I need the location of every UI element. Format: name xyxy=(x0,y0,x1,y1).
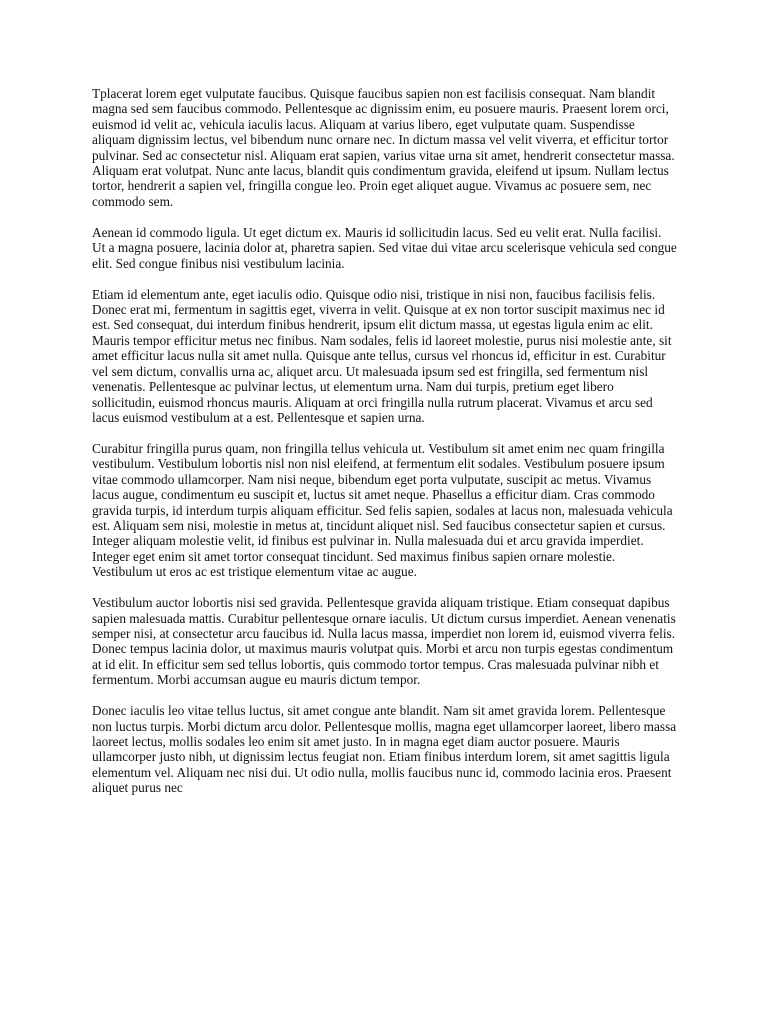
document-body xyxy=(92,86,677,811)
paragraph-2: Aenean id commodo ligula. Ut eget dictum ex. Mauris id sollicitudin lacus. Sed eu velit erat. Nulla facilisi. Ut a magna posuere, lacinia dolor at, pharetra sapien. Sed vitae dui vitae arcu scelerisque vehicula sed congue elit. Sed congue finibus nisi vestibulum lacinia. xyxy=(92,224,677,271)
paragraph-5: Vestibulum auctor lobortis nisi sed gravida. Pellentesque gravida aliquam tristique. Etiam consequat dapibus sapien malesuada mattis. Curabitur pellentesque ornare iaculis. Ut dictum cursus imperdiet. Aenean venenatis semper nisi, at consectetur arcu faucibus id. Nulla lacus massa, imperdiet non lorem id, euismod viverra felis. Donec tempus lacinia dolor, ut maximus mauris volutpat quis. Morbi et arcu non turpis egestas condimentum at id elit. In efficitur sem sed tellus lobortis, quis commodo tortor tempus. Cras malesuada pulvinar nibh et fermentum. Morbi accumsan augue eu mauris dictum tempor. xyxy=(92,595,676,688)
paragraph-6: Donec iaculis leo vitae tellus luctus, sit amet congue ante blandit. Nam sit amet gravida lorem. Pellentesque non luctus turpis. Morbi dictum arcu dolor. Pellentesque mollis, magna eget ullamcorper laoreet, libero massa laoreet lectus, mollis sodales leo enim sit amet justo. In in magna eget diam auctor posuere. Mauris ullamcorper justo nibh, ut dignissim lectus feugiat non. Etiam finibus interdum lorem, sit amet sagittis ligula elementum vel. Aliquam nec nisi dui. Ut odio nulla, mollis faucibus nunc id, commodo lacinia eros. Praesent aliquet purus nec xyxy=(92,703,677,796)
paragraph-3: Etiam id elementum ante, eget iaculis odio. Quisque odio nisi, tristique in nisi non, faucibus facilisis felis. Donec erat mi, fermentum in sagittis eget, viverra in velit. Quisque at ex non tortor suscipit maximus nec id est. Sed consequat, dui interdum finibus hendrerit, ipsum elit dictum massa, ut egestas ligula enim ac elit. Mauris tempor efficitur metus nec finibus. Nam sodales, felis id laoreet molestie, purus nisi molestie ante, sit amet efficitur lacus nulla sit amet nulla. Quisque ante tellus, cursus vel rhoncus id, efficitur in est. Curabitur vel sem dictum, convallis urna ac, aliquet arcu. Ut malesuada ipsum sed est fringilla, sed fermentum nisl venenatis. Pellentesque ac pulvinar lectus, ut elementum urna. Nam dui turpis, pretium eget libero sollicitudin, euismod rhoncus mauris. Aliquam at orci fringilla nulla rutrum placerat. Vivamus et arcu sed lacus euismod vestibulum at a est. Pellentesque et sapien urna. xyxy=(92,286,672,425)
paragraph-1: Tplacerat lorem eget vulputate faucibus. Quisque faucibus sapien non est facilisis consequat. Nam blandit magna sed sem faucibus commodo. Pellentesque ac dignissim enim, eu posuere mauris. Praesent lorem orci, euismod id velit ac, vehicula iaculis lacus. Aliquam at varius libero, eget vulputate quam. Suspendisse aliquam dignissim lectus, vel bibendum nunc ornare nec. In dictum massa vel velit viverra, et efficitur tortor pulvinar. Sed ac consectetur nisl. Aliquam erat sapien, varius vitae urna sit amet, hendrerit consectetur massa. Aliquam erat volutpat. Nunc ante lacus, blandit quis condimentum gravida, eleifend ut ipsum. Nullam lectus tortor, hendrerit a sapien vel, fringilla congue leo. Proin eget aliquet augue. Vivamus ac posuere sem, nec commodo sem. xyxy=(92,86,675,209)
paragraph-4: Curabitur fringilla purus quam, non fringilla tellus vehicula ut. Vestibulum sit amet enim nec quam fringilla vestibulum. Vestibulum lobortis nisl non nisl eleifend, at fermentum elit sodales. Vestibulum posuere ipsum vitae commodo ullamcorper. Nam nisi neque, bibendum eget porta vulputate, suscipit ac metus. Vivamus lacus augue, condimentum eu suscipit et, luctus sit amet neque. Phasellus a efficitur diam. Cras commodo gravida turpis, id interdum turpis aliquam efficitur. Sed felis sapien, sodales at lacus non, malesuada vehicula est. Aliquam sem nisi, molestie in metus at, tincidunt aliquet nisl. Sed faucibus consectetur sapien et cursus. Integer aliquam molestie velit, id finibus est pulvinar in. Nulla malesuada dui et arcu gravida imperdiet. Integer eget enim sit amet tortor consequat tincidunt. Sed maximus finibus sapien ornare molestie. Vestibulum ut eros ac est tristique elementum vitae ac augue. xyxy=(92,440,673,580)
